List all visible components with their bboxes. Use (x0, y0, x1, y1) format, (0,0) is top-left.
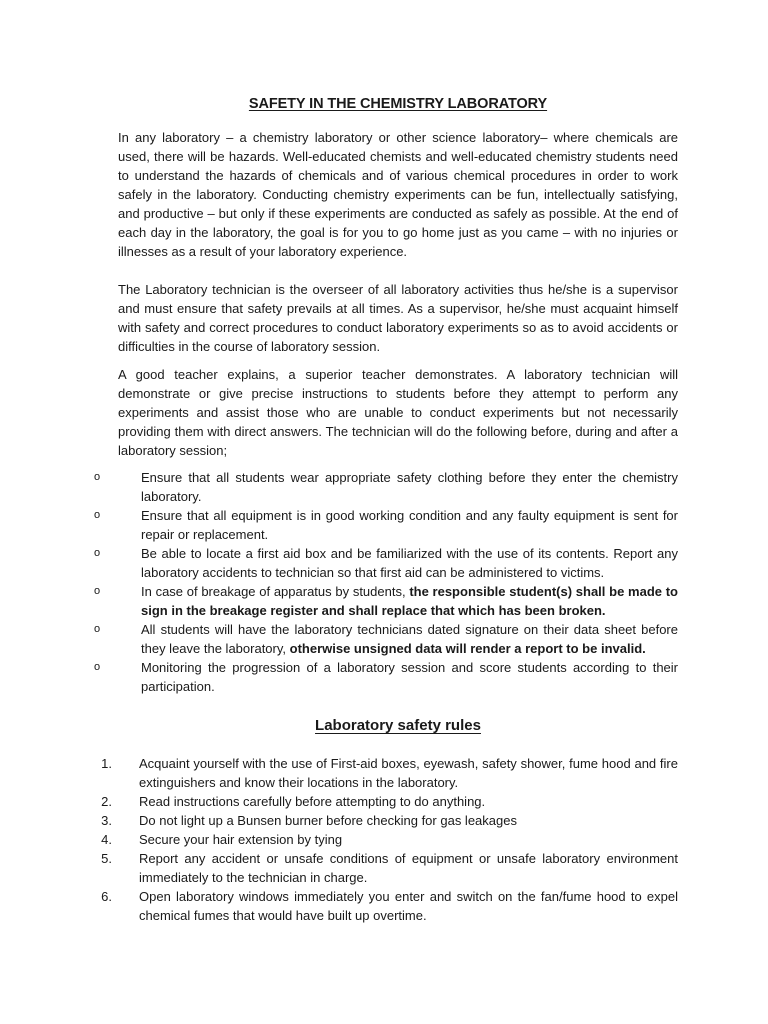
rule-number: 2. (101, 794, 112, 809)
list-item: 2. Read instructions carefully before attempting to do anything. (118, 792, 678, 811)
list-item: 5. Report any accident or unsafe conditions of equipment or unsafe laboratory environment immediately to the technician in charge. (118, 849, 678, 887)
bullet-marker: o (93, 509, 101, 521)
list-item: o Monitoring the progression of a laboratory session and score students according to their participation. (118, 658, 678, 696)
list-item: o In case of breakage of apparatus by students, the responsible student(s) shall be made to sign in the breakage register and shall replace that which has been broken. (118, 582, 678, 620)
bullet-marker: o (93, 661, 101, 673)
rule-number: 6. (101, 889, 112, 904)
bullet-marker: o (93, 623, 101, 635)
bullet-marker: o (93, 471, 101, 483)
bullet-marker: o (93, 547, 101, 559)
list-item: o Ensure that all students wear appropriate safety clothing before they enter the chemistry laboratory. (118, 468, 678, 506)
rule-number: 5. (101, 851, 112, 866)
list-item: 3. Do not light up a Bunsen burner before checking for gas leakages (118, 811, 678, 830)
bold-emphasis: otherwise unsigned data will render a report to be invalid. (289, 641, 646, 656)
list-item: 1. Acquaint yourself with the use of First-aid boxes, eyewash, safety shower, fume hood and fire extinguishers and know their locations in the laboratory. (118, 754, 678, 792)
technician-paragraph: The Laboratory technician is the overseer of all laboratory activities thus he/she is a supervisor and must ensure that safety prevails at all times. As a supervisor, he/she must acquaint himself with safety and correct procedures to conduct laboratory experiments so as to avoid accidents or difficulties in the course of laboratory session. (118, 282, 678, 354)
bold-emphasis: the responsible student(s) shall be made to sign in the breakage register and shall replace that which has been broken. (141, 584, 678, 618)
list-item: 4. Secure your hair extension by tying (118, 830, 678, 849)
list-item: o Be able to locate a first aid box and be familiarized with the use of its contents. Report any laboratory accidents to technician so that first aid can be administered to victims. (118, 544, 678, 582)
rule-number: 3. (101, 813, 112, 828)
list-item: o All students will have the laboratory technicians dated signature on their data sheet before they leave the laboratory, otherwise unsigned data will render a report to be invalid. (118, 620, 678, 658)
teacher-paragraph: A good teacher explains, a superior teacher demonstrates. A laboratory technician will demonstrate or give precise instructions to students before they attempt to perform any experiments and assist those who are unable to conduct experiments but not necessarily providing them with direct answers. The technician will do the following before, during and after a laboratory session; (118, 367, 678, 458)
list-item: 6. Open laboratory windows immediately you enter and switch on the fan/fume hood to expel chemical fumes that would have built up overtime. (118, 887, 678, 925)
bullet-marker: o (93, 585, 101, 597)
rule-number: 1. (101, 756, 112, 771)
document-title: SAFETY IN THE CHEMISTRY LABORATORY (248, 96, 548, 112)
technician-duties-list (93, 468, 678, 696)
safety-rules-list (101, 754, 678, 925)
list-item: o Ensure that all equipment is in good working condition and any faulty equipment is sent for repair or replacement. (118, 506, 678, 544)
intro-paragraph: In any laboratory – a chemistry laboratory or other science laboratory– where chemicals are used, there will be hazards. Well-educated chemists and well-educated chemistry students need to understand the hazards of chemicals and of various chemical procedures in order to work safely in the laboratory. Conducting chemistry experiments can be fun, intellectually satisfying, and productive – but only if these experiments are conducted as safely as possible. At the end of each day in the laboratory, the goal is for you to go home just as you came – with no injuries or illnesses as a result of your laboratory experience. (118, 130, 678, 259)
rule-number: 4. (101, 832, 112, 847)
rules-heading: Laboratory safety rules (315, 717, 481, 734)
